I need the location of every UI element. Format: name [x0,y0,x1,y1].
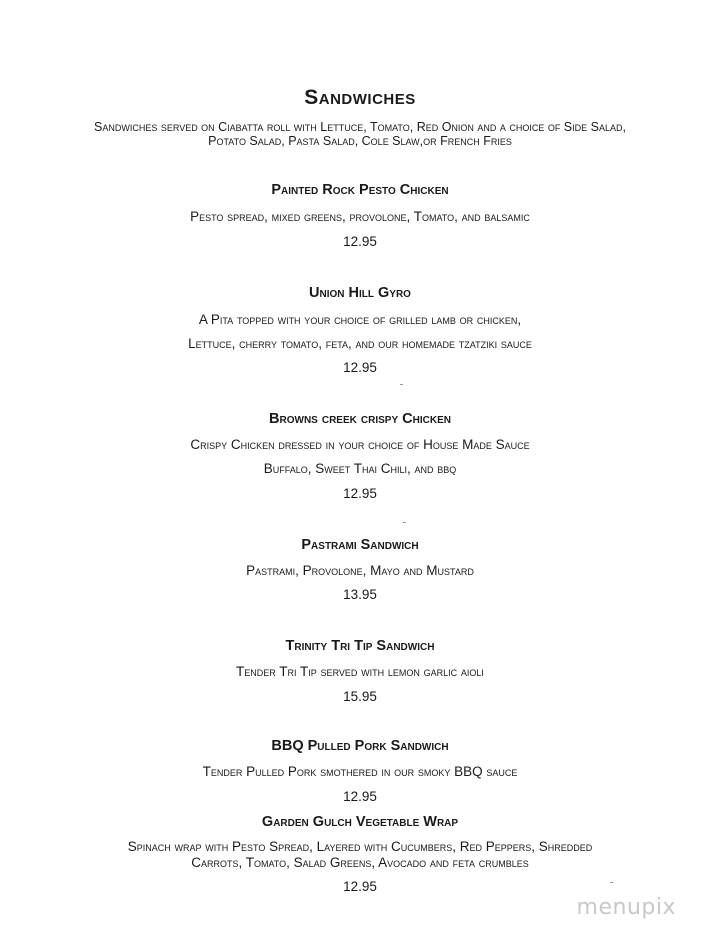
item-name-pastrami: Pastrami Sandwich [301,537,419,553]
item-desc-crispy-chicken-2: Buffalo, Sweet Thai Chili, and bbq [263,461,457,476]
scan-speck [403,522,406,523]
intro-line-2: Potato Salad, Pasta Salad, Cole Slaw,or French Fries [208,134,512,148]
item-name-crispy-chicken: Browns creek crispy Chicken [269,411,451,427]
item-price-pesto-chicken: 12.95 [343,234,377,249]
item-desc-tri-tip: Tender Tri Tip served with lemon garlic aioli [236,664,484,679]
page-title: Sandwiches [304,86,416,109]
item-desc-crispy-chicken-1: Crispy Chicken dressed in your choice of House Made Sauce [190,437,530,452]
scan-speck [610,882,613,883]
item-name-vegetable-wrap: Garden Gulch Vegetable Wrap [261,814,459,830]
menupix-watermark: menupix [576,895,676,920]
item-price-gyro: 12.95 [343,360,377,375]
item-name-gyro: Union Hill Gyro [309,285,411,301]
item-desc-pesto-chicken: Pesto spread, mixed greens, provolone, Tomato, and balsamic [190,209,530,224]
scan-speck [400,384,403,385]
item-name-pesto-chicken: Painted Rock Pesto Chicken [271,182,449,198]
item-desc-vegetable-wrap-1: Spinach wrap with Pesto Spread, Layered with Cucumbers, Red Peppers, Shredded [127,839,593,854]
item-desc-vegetable-wrap-2: Carrots, Tomato, Salad Greens, Avocado and feta crumbles [191,855,529,870]
item-price-tri-tip: 15.95 [343,689,377,704]
item-name-tri-tip: Trinity Tri Tip Sandwich [285,638,435,654]
item-desc-gyro-2: Lettuce, cherry tomato, feta, and our homemade tzatziki sauce [188,336,532,351]
item-desc-pulled-pork: Tender Pulled Pork smothered in our smoky BBQ sauce [202,764,518,779]
item-name-pulled-pork: BBQ Pulled Pork Sandwich [271,738,449,754]
item-price-crispy-chicken: 12.95 [343,486,377,501]
item-desc-pastrami: Pastrami, Provolone, Mayo and Mustard [246,563,474,578]
item-price-pulled-pork: 12.95 [343,789,377,804]
item-desc-gyro-1: A Pita topped with your choice of grilled lamb or chicken, [198,312,522,327]
intro-line-1: Sandwiches served on Ciabatta roll with Lettuce, Tomato, Red Onion and a choice of Side Salad, [94,120,626,134]
item-price-vegetable-wrap: 12.95 [343,879,377,894]
item-price-pastrami: 13.95 [343,587,377,602]
